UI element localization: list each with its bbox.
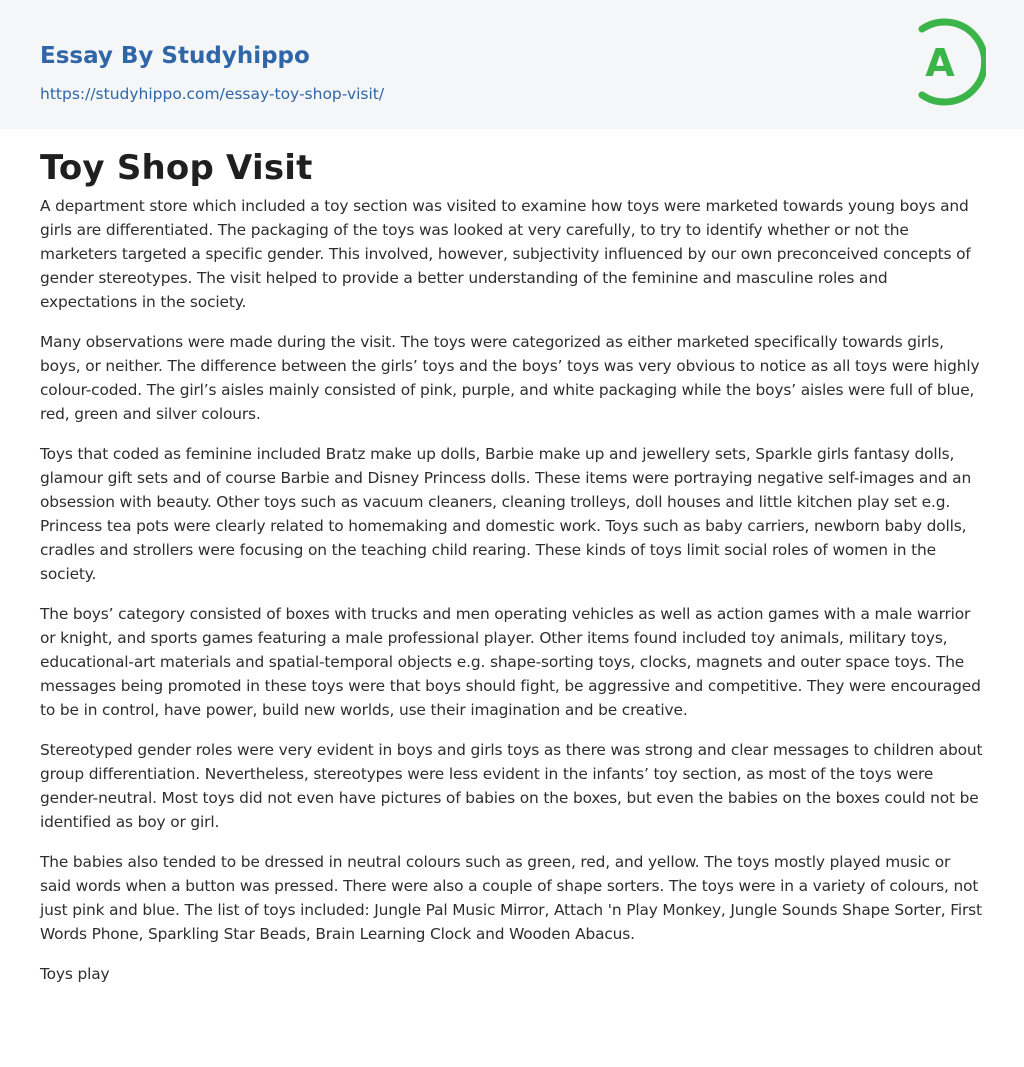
essay-title: Toy Shop Visit (40, 148, 313, 188)
essay-paragraph-3: Toys that coded as feminine included Bratz make up dolls, Barbie make up and jewellery sets, Sparkle girls fantasy dolls, glamour gift sets and of course Barbie and Disney Princess dolls. These items were portraying negative self-images and an obsession with beauty. Other toys such as vacuum cleaners, cleaning trolleys, doll houses and little kitchen play set e.g. Princess tea pots were clearly related to homemaking and domestic work. Toys such as baby carriers, newborn baby dolls, cradles and strollers were focusing on the teaching child rearing. These kinds of toys limit social roles of women in the society. (40, 445, 972, 583)
page-header (0, 0, 1024, 129)
site-brand: Essay By Studyhippo (40, 43, 310, 69)
essay-paragraph-1: A department store which included a toy section was visited to examine how toys were marketed towards young boys and girls are differentiated. The packaging of the toys was looked at very carefully, to try to identify whether or not the marketers targeted a specific gender. This involved, however, subjectivity influenced by our own preconceived concepts of gender stereotypes. The visit helped to provide a better understanding of the feminine and masculine roles and expectations in the society. (40, 197, 971, 311)
essay-paragraph-7: Toys play (40, 965, 110, 983)
source-url-link[interactable]: https://studyhippo.com/essay-toy-shop-visit/ (40, 85, 385, 103)
essay-content (0, 129, 1024, 986)
essay-paragraph-5: Stereotyped gender roles were very evident in boys and girls toys as there was strong and clear messages to children about group differentiation. Nevertheless, stereotypes were less evident in the infants’ toy section, as most of the toys were gender-neutral. Most toys did not even have pictures of babies on the boxes, but even the babies on the boxes could not be identified as boy or girl. (40, 741, 983, 831)
essay-paragraph-2: Many observations were made during the visit. The toys were categorized as either marketed specifically towards girls, boys, or neither. The difference between the girls’ toys and the boys’ toys was very obvious to notice as all toys were highly colour-coded. The girl’s aisles mainly consisted of pink, purple, and white packaging while the boys’ aisles were full of blue, red, green and silver colours. (40, 333, 980, 423)
essay-paragraph-4: The boys’ category consisted of boxes with trucks and men operating vehicles as well as action games with a male warrior or knight, and sports games featuring a male professional player. Other items found included toy animals, military toys, educational-art materials and spatial-temporal objects e.g. shape-sorting toys, clocks, magnets and outer space toys. The messages being promoted in these toys were that boys should fight, be aggressive and competitive. They were encouraged to be in control, have power, build new worlds, use their imagination and be creative. (40, 605, 981, 719)
logo-letter: A (925, 41, 955, 85)
studyhippo-logo-icon (912, 18, 986, 106)
essay-paragraph-6: The babies also tended to be dressed in neutral colours such as green, red, and yellow. The toys mostly played music or said words when a button was pressed. There were also a couple of shape sorters. The toys were in a variety of colours, not just pink and blue. The list of toys included: Jungle Pal Music Mirror, Attach 'n Play Monkey, Jungle Sounds Shape Sorter, First Words Phone, Sparkling Star Beads, Brain Learning Clock and Wooden Abacus. (40, 853, 982, 943)
